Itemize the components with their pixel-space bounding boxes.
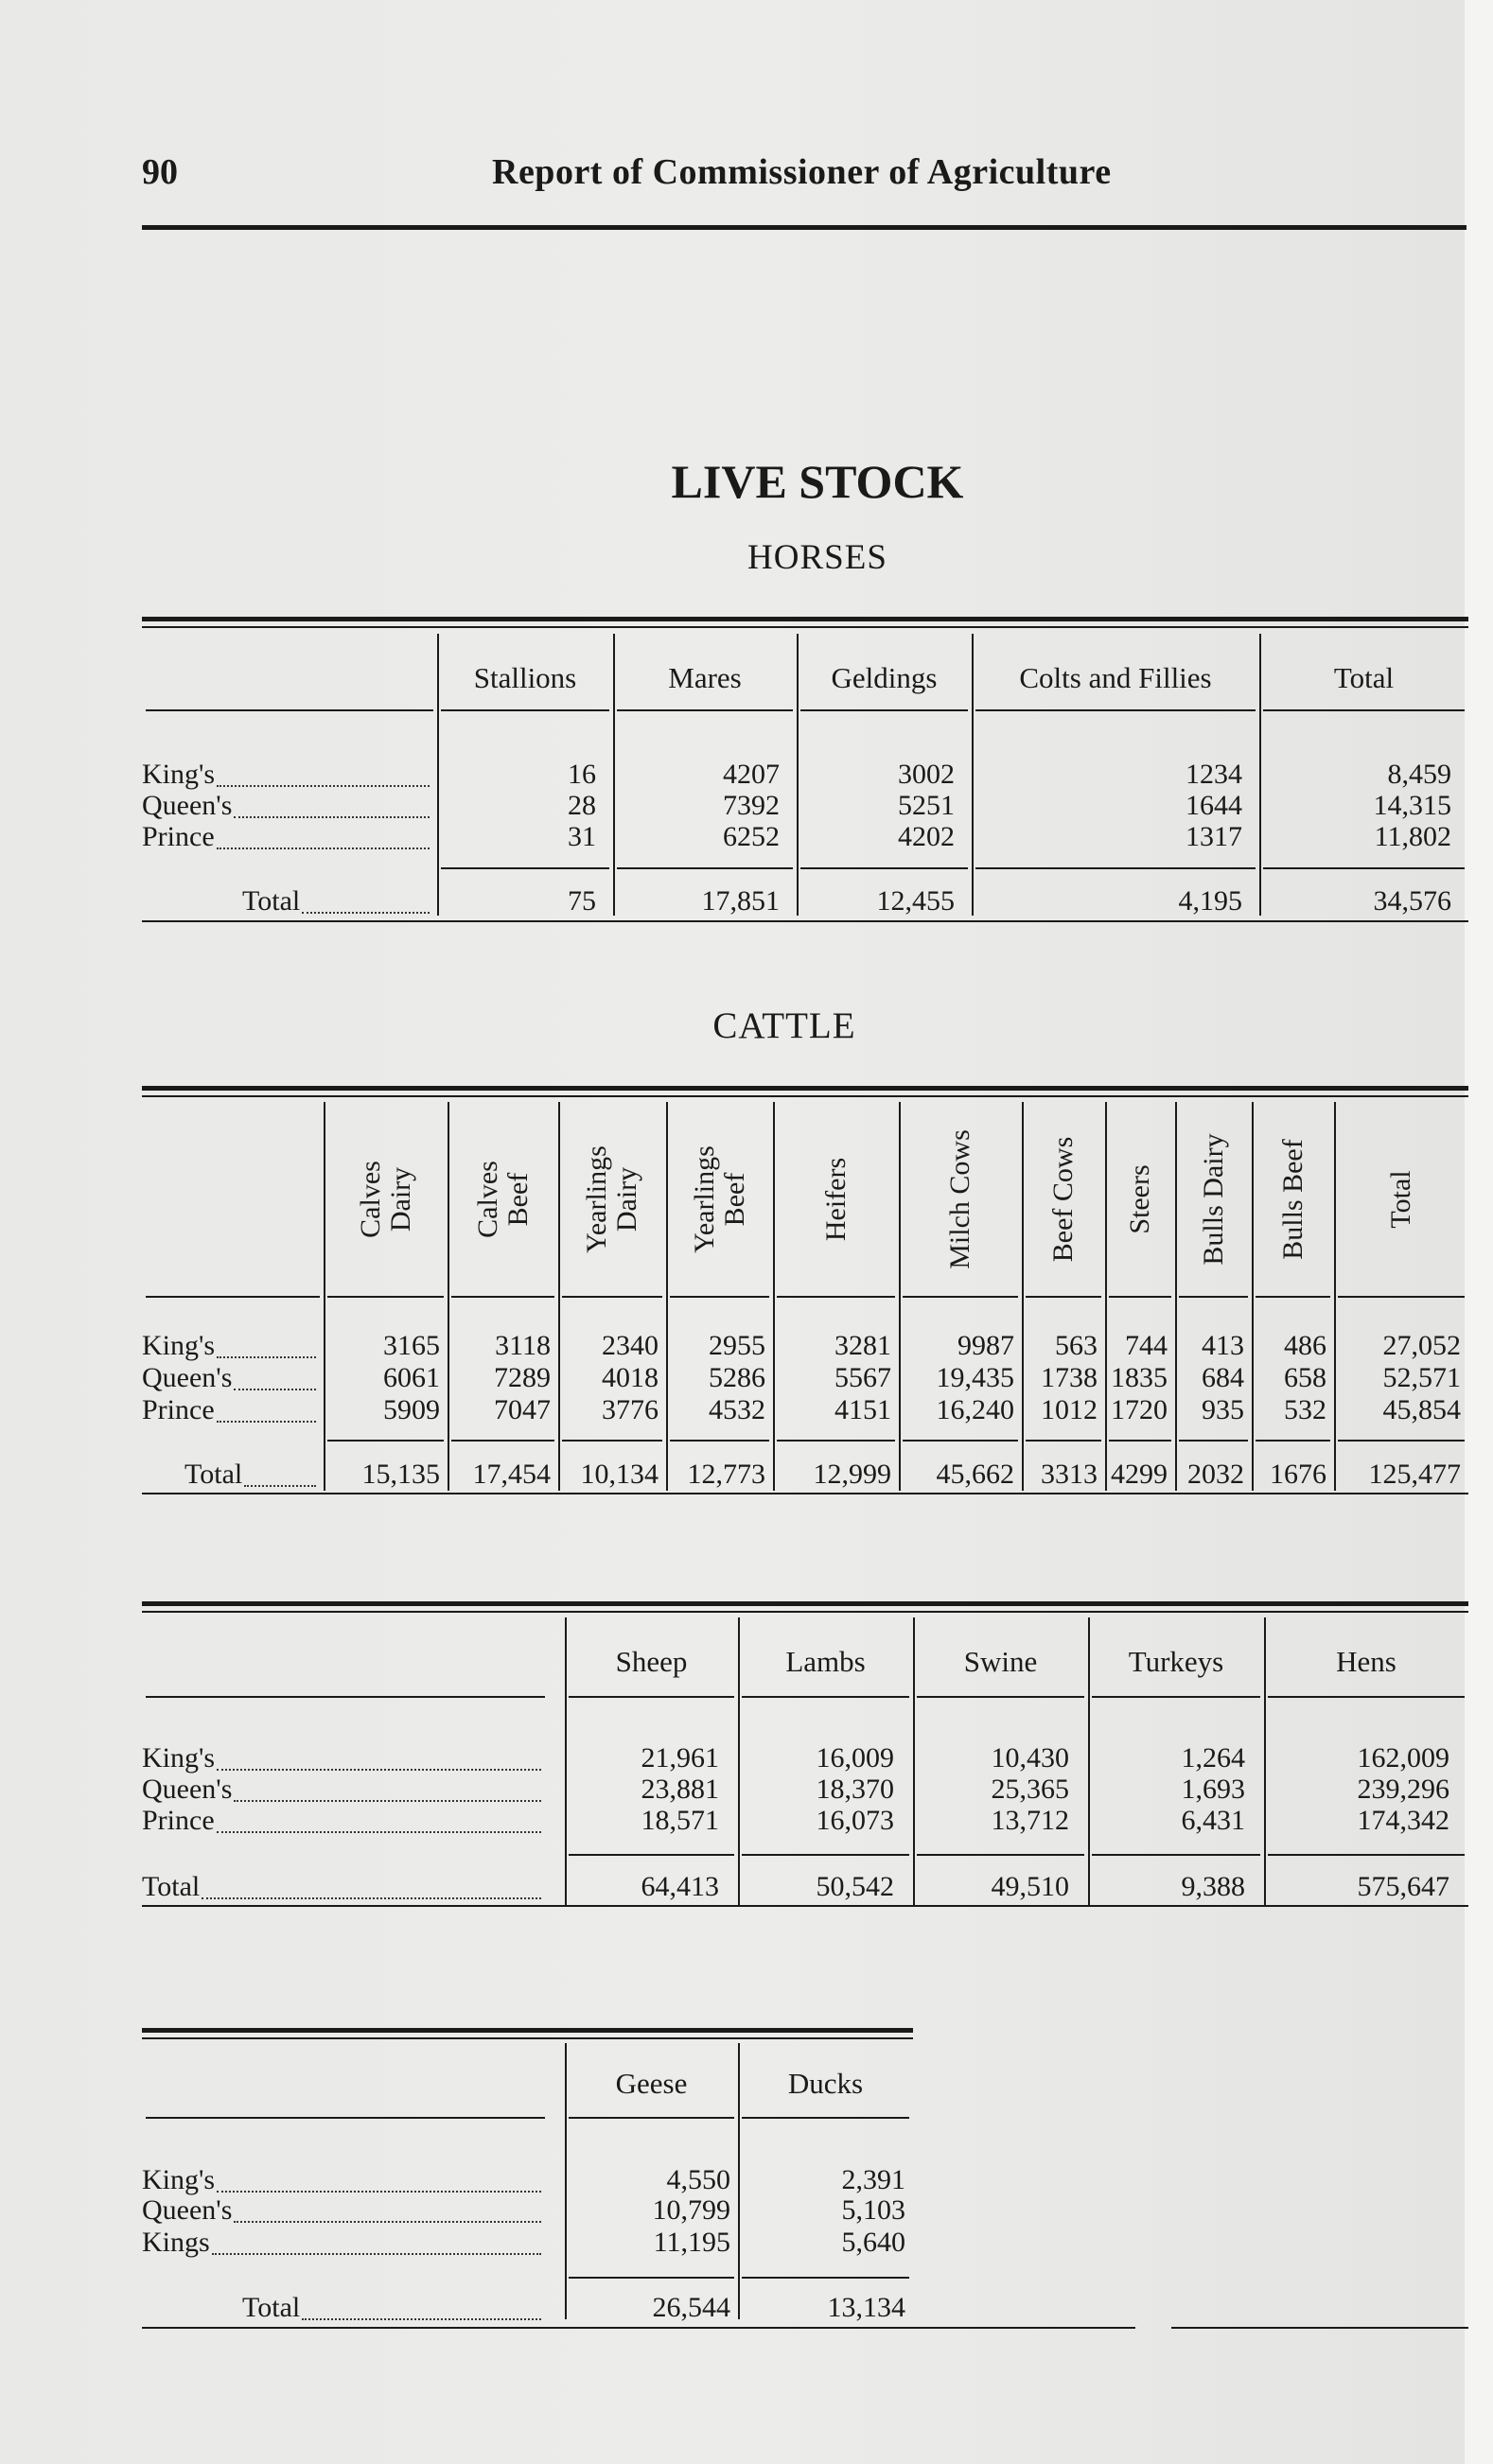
cattle-total-cell: 12,773 xyxy=(687,1459,765,1490)
poultry-column-header: Swine xyxy=(963,1645,1038,1678)
cattle-cell: 413 xyxy=(1202,1330,1244,1361)
horses-total-cell: 17,851 xyxy=(701,885,780,917)
horses-row-label: Queen's xyxy=(142,790,233,821)
poultry-total-overline xyxy=(1092,1854,1260,1856)
horses-column-header: Mares xyxy=(668,661,742,694)
poultry-header-underline xyxy=(569,1696,734,1698)
fowl-header-underline xyxy=(146,2117,545,2119)
fowl-cell: 5,640 xyxy=(841,2227,905,2258)
cattle-cell: 486 xyxy=(1284,1330,1326,1361)
poultry-cell: 16,009 xyxy=(816,1742,894,1774)
horses-cell: 7392 xyxy=(723,790,780,821)
cattle-top-rule xyxy=(142,1086,1468,1091)
cattle-cell: 19,435 xyxy=(936,1362,1014,1393)
cattle-header-cell xyxy=(1105,1107,1175,1291)
horses-total-cell: 12,455 xyxy=(876,885,955,917)
fowl-column-header: Geese xyxy=(615,2067,688,2100)
horses-top-rule-thin xyxy=(142,626,1468,628)
poultry-cell: 13,712 xyxy=(991,1805,1069,1836)
horses-column-header: Total xyxy=(1333,661,1395,694)
cattle-cell: 9987 xyxy=(957,1330,1014,1361)
cattle-total-cell: 125,477 xyxy=(1368,1459,1461,1490)
poultry-row-label: Queen's xyxy=(142,1774,233,1805)
cattle-total-overline xyxy=(1338,1440,1465,1442)
cattle-total-cell: 2032 xyxy=(1187,1459,1244,1490)
cattle-leader-dots xyxy=(217,1421,316,1423)
cattle-header-underline xyxy=(451,1296,554,1298)
cattle-header-underline xyxy=(562,1296,662,1298)
horses-total-overline xyxy=(617,867,793,869)
cattle-leader-dots xyxy=(234,1389,316,1390)
cattle-column-header xyxy=(582,1145,642,1253)
poultry-column-header: Hens xyxy=(1336,1645,1396,1678)
cattle-header-cell xyxy=(324,1107,448,1291)
poultry-cell: 6,431 xyxy=(1181,1805,1245,1836)
fowl-leader-dots xyxy=(212,2253,541,2255)
fowl-total-cell: 26,544 xyxy=(652,2292,730,2323)
cattle-header-cell xyxy=(558,1107,666,1291)
horses-total-cell: 4,195 xyxy=(1178,885,1242,917)
horses-header-underline xyxy=(1263,709,1465,711)
poultry-header-underline xyxy=(1092,1696,1260,1698)
cattle-column-header-line: Beef xyxy=(501,1172,534,1226)
cattle-cell: 5286 xyxy=(709,1362,765,1393)
poultry-bottom-rule xyxy=(142,1905,1468,1907)
horses-leader-dots xyxy=(217,848,430,849)
horses-header-underline xyxy=(617,709,793,711)
cattle-total-cell: 45,662 xyxy=(936,1459,1014,1490)
cattle-column-header xyxy=(1048,1136,1079,1261)
poultry-row-label: King's xyxy=(142,1742,216,1774)
cattle-bottom-rule xyxy=(142,1493,1468,1494)
horses-title: HORSES xyxy=(747,538,887,577)
cattle-header-underline xyxy=(1109,1296,1171,1298)
poultry-cell: 16,073 xyxy=(816,1805,894,1836)
horses-column-header: Stallions xyxy=(473,661,577,694)
cattle-column-header xyxy=(1386,1170,1416,1228)
cattle-cell: 3776 xyxy=(602,1394,659,1425)
poultry-cell: 18,571 xyxy=(641,1805,719,1836)
cattle-column-header xyxy=(1125,1164,1155,1233)
cattle-header-underline xyxy=(670,1296,769,1298)
poultry-row-label: Prince xyxy=(142,1805,215,1836)
cattle-cell: 5909 xyxy=(383,1394,440,1425)
cattle-column-header-line: Total xyxy=(1385,1169,1416,1229)
poultry-total-overline xyxy=(569,1854,734,1856)
fowl-header-underline xyxy=(569,2117,734,2119)
fowl-header-underline xyxy=(742,2117,909,2119)
cattle-total-overline xyxy=(327,1440,444,1442)
cattle-row-label: King's xyxy=(142,1330,216,1361)
fowl-leader-dots xyxy=(302,2318,541,2320)
poultry-leader-dots xyxy=(217,1769,541,1771)
horses-cell: 3002 xyxy=(898,759,955,790)
cattle-cell: 52,571 xyxy=(1382,1362,1461,1393)
poultry-total-overline xyxy=(742,1854,909,1856)
poultry-top-rule xyxy=(142,1601,1468,1606)
cattle-column-header-line: Calves xyxy=(354,1160,386,1238)
fowl-top-rule xyxy=(142,2028,913,2033)
cattle-cell: 3281 xyxy=(834,1330,891,1361)
cattle-cell: 658 xyxy=(1284,1362,1326,1393)
cattle-cell: 45,854 xyxy=(1382,1394,1461,1425)
cattle-cell: 3118 xyxy=(495,1330,551,1361)
header-rule xyxy=(142,225,1467,230)
fowl-bottom-rule-right xyxy=(1171,2327,1468,2329)
poultry-cell: 239,296 xyxy=(1357,1774,1449,1805)
poultry-cell: 10,430 xyxy=(991,1742,1069,1774)
cattle-leader-dots xyxy=(217,1356,316,1358)
cattle-header-underline xyxy=(1179,1296,1248,1298)
cattle-header-underline xyxy=(1256,1296,1330,1298)
poultry-cell: 25,365 xyxy=(991,1774,1069,1805)
cattle-cell: 1835 xyxy=(1111,1362,1168,1393)
fowl-row-label: King's xyxy=(142,2164,216,2195)
poultry-cell: 21,961 xyxy=(641,1742,719,1774)
cattle-cell: 532 xyxy=(1284,1394,1326,1425)
horses-cell: 6252 xyxy=(723,821,780,852)
cattle-column-header-line: Dairy xyxy=(611,1166,642,1232)
cattle-total-cell: 1676 xyxy=(1270,1459,1326,1490)
cattle-header-underline xyxy=(1338,1296,1465,1298)
cattle-top-rule-thin xyxy=(142,1095,1468,1097)
poultry-cell: 18,370 xyxy=(816,1774,894,1805)
poultry-column-header: Sheep xyxy=(615,1645,688,1678)
cattle-total-cell: 10,134 xyxy=(580,1459,659,1490)
cattle-column-header xyxy=(1199,1133,1229,1265)
poultry-column-header: Turkeys xyxy=(1128,1645,1224,1678)
fowl-cell: 2,391 xyxy=(841,2164,905,2195)
horses-cell: 1317 xyxy=(1186,821,1242,852)
cattle-total-overline xyxy=(903,1440,1018,1442)
cattle-cell: 7289 xyxy=(494,1362,551,1393)
horses-header-underline xyxy=(441,709,609,711)
cattle-column-header-line: Yearlings xyxy=(688,1145,720,1253)
poultry-cell: 23,881 xyxy=(641,1774,719,1805)
fowl-leader-dots xyxy=(217,2191,541,2193)
fowl-row-label: Kings xyxy=(142,2227,210,2258)
cattle-cell: 16,240 xyxy=(936,1394,1014,1425)
cattle-cell: 2340 xyxy=(602,1330,659,1361)
horses-total-overline xyxy=(441,867,609,869)
poultry-cell: 174,342 xyxy=(1357,1805,1449,1836)
cattle-header-underline xyxy=(146,1296,320,1298)
cattle-column-header-line: Dairy xyxy=(384,1166,416,1232)
horses-cell: 8,459 xyxy=(1387,759,1451,790)
poultry-total-cell: 50,542 xyxy=(816,1871,894,1902)
horses-cell: 28 xyxy=(568,790,596,821)
cattle-total-cell: 15,135 xyxy=(361,1459,440,1490)
cattle-cell: 1720 xyxy=(1111,1394,1168,1425)
horses-total-cell: 34,576 xyxy=(1373,885,1451,917)
cattle-total-overline xyxy=(562,1440,662,1442)
cattle-column-header-line: Beef Cows xyxy=(1047,1136,1079,1262)
horses-cell: 14,315 xyxy=(1373,790,1451,821)
cattle-total-overline xyxy=(1026,1440,1101,1442)
cattle-row-label: Queen's xyxy=(142,1362,233,1393)
fowl-cell: 10,799 xyxy=(652,2194,730,2226)
horses-cell: 16 xyxy=(568,759,596,790)
horses-row-label: King's xyxy=(142,759,216,790)
cattle-cell: 27,052 xyxy=(1382,1330,1461,1361)
cattle-column-header-line: Calves xyxy=(471,1160,503,1238)
cattle-column-header xyxy=(356,1161,416,1238)
cattle-total-cell: 4299 xyxy=(1111,1459,1168,1490)
cattle-column-header-line: Steers xyxy=(1124,1163,1155,1234)
cattle-cell: 7047 xyxy=(494,1394,551,1425)
cattle-total-overline xyxy=(451,1440,554,1442)
cattle-total-label: Total xyxy=(184,1459,243,1490)
cattle-cell: 1738 xyxy=(1041,1362,1098,1393)
fowl-bottom-rule xyxy=(142,2327,1135,2329)
poultry-total-overline xyxy=(1268,1854,1465,1856)
poultry-total-cell: 575,647 xyxy=(1357,1871,1449,1902)
cattle-header-underline xyxy=(903,1296,1018,1298)
poultry-top-rule-thin xyxy=(142,1611,1468,1613)
cattle-cell: 1012 xyxy=(1041,1394,1098,1425)
cattle-total-cell: 12,999 xyxy=(813,1459,891,1490)
poultry-header-underline xyxy=(742,1696,909,1698)
horses-cell: 1234 xyxy=(1186,759,1242,790)
cattle-cell: 4151 xyxy=(834,1394,891,1425)
cattle-cell: 4018 xyxy=(602,1362,659,1393)
cattle-cell: 744 xyxy=(1125,1330,1168,1361)
cattle-column-header-line: Bulls Dairy xyxy=(1197,1132,1229,1266)
fowl-total-cell: 13,134 xyxy=(827,2292,905,2323)
fowl-cell: 5,103 xyxy=(841,2194,905,2226)
cattle-total-overline xyxy=(1109,1440,1171,1442)
poultry-cell: 162,009 xyxy=(1357,1742,1449,1774)
cattle-total-overline xyxy=(1256,1440,1330,1442)
horses-column-header: Geldings xyxy=(831,661,938,694)
horses-cell: 4202 xyxy=(898,821,955,852)
horses-header-underline xyxy=(146,709,433,711)
horses-total-overline xyxy=(800,867,968,869)
cattle-leader-dots xyxy=(244,1485,316,1487)
cattle-header-cell xyxy=(1175,1107,1252,1291)
horses-header-underline xyxy=(975,709,1256,711)
fowl-cell: 11,195 xyxy=(653,2227,730,2258)
cattle-total-cell: 3313 xyxy=(1041,1459,1098,1490)
horses-header-underline xyxy=(800,709,968,711)
horses-total-label: Total xyxy=(242,885,301,917)
poultry-header-underline xyxy=(1268,1696,1465,1698)
fowl-column-header: Ducks xyxy=(787,2067,864,2100)
cattle-header-cell xyxy=(1252,1107,1334,1291)
cattle-column-header-line: Bulls Beef xyxy=(1276,1138,1309,1260)
cattle-row-label: Prince xyxy=(142,1394,215,1425)
horses-total-cell: 75 xyxy=(568,885,596,917)
poultry-leader-dots xyxy=(234,1800,541,1802)
poultry-leader-dots xyxy=(202,1897,541,1899)
poultry-header-underline xyxy=(146,1696,545,1698)
horses-leader-dots xyxy=(234,816,430,818)
cattle-header-underline xyxy=(1026,1296,1101,1298)
cattle-column-header xyxy=(1278,1139,1309,1260)
cattle-header-underline xyxy=(327,1296,444,1298)
fowl-leader-dots xyxy=(234,2221,541,2223)
cattle-cell: 6061 xyxy=(383,1362,440,1393)
poultry-header-underline xyxy=(917,1696,1084,1698)
horses-cell: 1644 xyxy=(1186,790,1242,821)
poultry-total-cell: 49,510 xyxy=(991,1871,1069,1902)
poultry-cell: 1,264 xyxy=(1181,1742,1245,1774)
horses-cell: 11,802 xyxy=(1374,821,1451,852)
cattle-cell: 935 xyxy=(1202,1394,1244,1425)
fowl-cell: 4,550 xyxy=(666,2164,730,2195)
horses-total-overline xyxy=(975,867,1256,869)
page-edge xyxy=(1465,0,1493,2464)
cattle-header-cell xyxy=(1022,1107,1105,1291)
cattle-column-header-line: Milch Cows xyxy=(944,1128,975,1269)
cattle-title: CATTLE xyxy=(712,1005,856,1046)
cattle-column-header-line: Yearlings xyxy=(581,1145,612,1253)
poultry-total-label: Total xyxy=(142,1871,201,1902)
cattle-cell: 4532 xyxy=(709,1394,765,1425)
page-number: 90 xyxy=(142,152,178,192)
horses-leader-dots xyxy=(217,785,430,787)
cattle-header-cell xyxy=(666,1107,773,1291)
cattle-header-cell xyxy=(1334,1107,1468,1291)
horses-row-label: Prince xyxy=(142,821,215,852)
cattle-header-underline xyxy=(777,1296,895,1298)
cattle-column-header xyxy=(690,1145,750,1253)
cattle-cell: 563 xyxy=(1055,1330,1098,1361)
cattle-total-cell: 17,454 xyxy=(472,1459,551,1490)
section-title: LIVE STOCK xyxy=(671,455,964,508)
cattle-column-header xyxy=(821,1157,852,1240)
cattle-header-cell xyxy=(899,1107,1022,1291)
horses-bottom-rule xyxy=(142,920,1468,922)
poultry-cell: 1,693 xyxy=(1181,1774,1245,1805)
poultry-total-overline xyxy=(917,1854,1084,1856)
cattle-cell: 3165 xyxy=(383,1330,440,1361)
fowl-total-overline xyxy=(742,2277,909,2279)
horses-top-rule xyxy=(142,617,1468,621)
fowl-total-overline xyxy=(569,2277,734,2279)
running-head: Report of Commissioner of Agriculture xyxy=(492,152,1112,192)
horses-cell: 31 xyxy=(568,821,596,852)
cattle-total-overline xyxy=(1179,1440,1248,1442)
cattle-column-header xyxy=(473,1161,534,1238)
cattle-cell: 2955 xyxy=(709,1330,765,1361)
horses-cell: 5251 xyxy=(898,790,955,821)
horses-total-overline xyxy=(1263,867,1465,869)
fowl-row-label: Queen's xyxy=(142,2194,233,2226)
cattle-column-header xyxy=(945,1129,975,1269)
cattle-cell: 5567 xyxy=(834,1362,891,1393)
fowl-top-rule-thin xyxy=(142,2037,913,2039)
horses-cell: 4207 xyxy=(723,759,780,790)
poultry-column-header: Lambs xyxy=(785,1645,866,1678)
cattle-total-overline xyxy=(777,1440,895,1442)
cattle-column-header-line: Beef xyxy=(718,1172,750,1226)
horses-leader-dots xyxy=(302,912,430,914)
cattle-cell: 684 xyxy=(1202,1362,1244,1393)
poultry-total-cell: 64,413 xyxy=(641,1871,719,1902)
poultry-leader-dots xyxy=(217,1831,541,1833)
poultry-total-cell: 9,388 xyxy=(1181,1871,1245,1902)
cattle-header-cell xyxy=(448,1107,558,1291)
cattle-header-cell xyxy=(773,1107,899,1291)
horses-column-header: Colts and Fillies xyxy=(1019,661,1212,694)
cattle-total-overline xyxy=(670,1440,769,1442)
fowl-total-label: Total xyxy=(242,2292,301,2323)
cattle-column-header-line: Heifers xyxy=(819,1157,852,1241)
